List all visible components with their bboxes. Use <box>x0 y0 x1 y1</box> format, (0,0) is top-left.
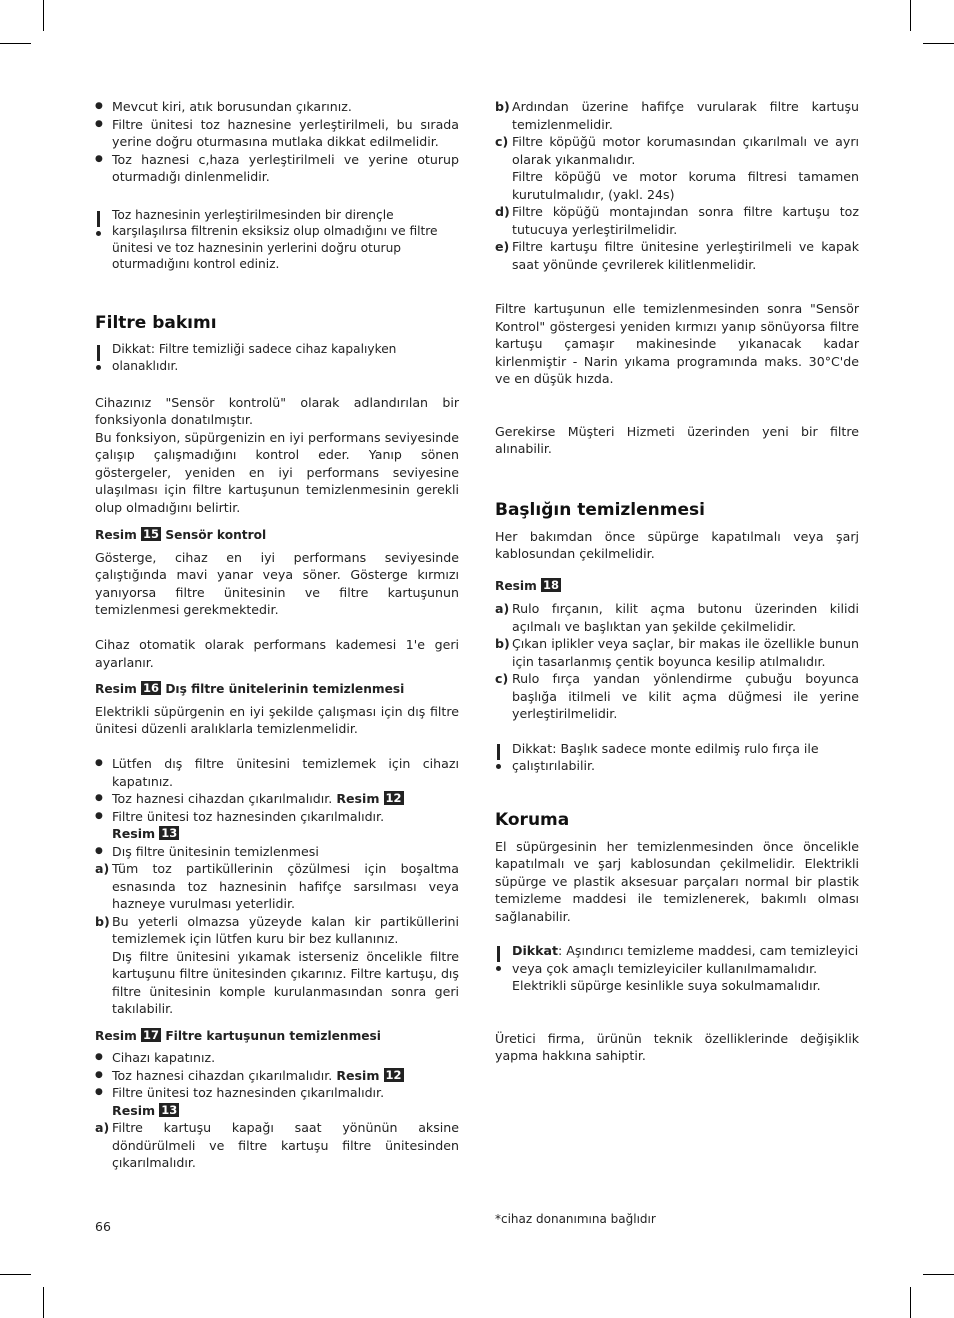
crop-mark <box>0 43 31 44</box>
page-number: 66 <box>95 1219 111 1234</box>
paragraph: Cihaz otomatik olarak performans kademesi 1'e geri ayarlanır. <box>95 637 459 670</box>
list-item: b) Çıkan iplikler veya saçlar, bir makas ile özellikle bunun için tasarlanmış çentik boyunca kesilip atılmalıdır. <box>495 636 859 669</box>
crop-mark <box>43 1287 44 1318</box>
list-item: ● Filtre ünitesi toz haznesinden çıkarılmalıdır. Resim 13 <box>95 808 459 843</box>
figure-heading-16 <box>95 681 459 699</box>
warning-icon <box>95 207 112 273</box>
figure-ref-word: Resim <box>112 826 156 841</box>
figure-ref-number: 12 <box>385 1067 402 1082</box>
list-item: b) Bu yeterli olmazsa yüzeyde kalan kir partiküllerini temizlemek için lütfen kuru bir bez kullanınız. Dış filtre ünitesini yıkamak isterseniz öncelikle filtre kartuşunu filtre ünitesinden çıkarınız. Filtre kartuşu, dış filtre ünitesinin komple kurulanmasından sonra geri takılabilir. <box>95 913 459 1016</box>
figure-ref-word: Resim <box>336 791 380 806</box>
figure-ref-number: 13 <box>161 1102 178 1117</box>
list-item: c) Filtre köpüğü motor korumasından çıkarılmalı ve ayrı olarak yıkanmalıdır. Filtre köpüğü ve motor koruma filtresi tamamen kurutulmalıdır, (yakl. 24s) <box>495 134 859 202</box>
figure-heading-15 <box>95 527 459 545</box>
figure-heading-18 <box>495 578 859 596</box>
figure-ref-number: 12 <box>385 791 402 805</box>
figure-ref-word: Resim <box>112 1102 156 1118</box>
footnote: *cihaz donanımına bağlıdır <box>495 1212 656 1226</box>
list-item: a) Filtre kartuşu kapağı saat yönünün aksine döndürülmeli ve filtre kartuşu filtre ünitesinden çıkarılmalıdır. <box>95 1120 459 1170</box>
list-item: c) Rulo fırça yandan yönlendirme çubuğu boyunca başlığa itilmeli ve kilit açma düğmesi ile yerine yerleştirilmelidir. <box>495 671 859 721</box>
section-title-filtre-bakimi: Filtre bakımı <box>95 312 217 333</box>
section-title-koruma: Koruma <box>495 809 570 830</box>
list-item: a) Tüm toz partiküllerinin çözülmesi için boşaltma esnasında toz haznesinin hafifçe sarsılması veya hazneye vurulması yeterlidir. <box>95 861 459 911</box>
paragraph: Her bakımdan önce süpürge kapatılmalı veya şarj kablosundan çekilmelidir. <box>495 528 859 561</box>
list-item: ● Toz haznesi c,haza yerleştirilmeli ve yerine oturup oturmadığı dinlenmelidir. <box>95 151 459 186</box>
warning-text: Dikkat: Başlık sadece monte edilmiş rulo fırça ile çalıştırılabilir. <box>512 740 819 773</box>
warning-icon <box>495 942 512 995</box>
figure-word: Resim <box>95 1028 137 1043</box>
right-column <box>495 98 859 1065</box>
figure-ref-number: 13 <box>161 826 178 840</box>
crop-mark <box>43 0 44 31</box>
step-list <box>95 860 459 1018</box>
warning-note <box>95 341 459 375</box>
figure-title: Filtre kartuşunun temizlenmesi <box>165 1028 381 1043</box>
list-item: ● Toz haznesi cihazdan çıkarılmalıdır. Resim 12 <box>95 1067 459 1085</box>
paragraph: Cihazınız "Sensör kontrolü" olarak adlandırılan bir fonksiyonla donatılmıştır. <box>95 394 459 427</box>
crop-mark <box>910 0 911 31</box>
paragraph: Bu fonksiyon, süpürgenizin en iyi performans seviyesinde çalışıp çalışmadığını kontrol eder. Yanıp sönen göstergeler, yeniden en iyi performans seviyesine ulaşılması için filtre kartuşunun temizlenmesinin gerekli olup olmadığını belirtir. <box>95 429 459 515</box>
warning-note <box>495 942 859 995</box>
figure-word: Resim <box>495 578 537 593</box>
list-item: d) Filtre köpüğü montajından sonra filtre kartuşu toz tutucuya yerleştirilmelidir. <box>495 204 859 237</box>
list-item: ● Lütfen dış filtre ünitesini temizlemek için cihazı kapatınız. <box>95 755 459 790</box>
list-item: ● Dış filtre ünitesinin temizlenmesi <box>95 843 459 861</box>
crop-mark <box>910 1287 911 1318</box>
bullet-list <box>95 755 459 860</box>
paragraph: Elektrikli süpürgenin en iyi şekilde çalışması için dış filtre ünitesi düzenli aralıklarla temizlenmelidir. <box>95 703 459 736</box>
figure-title: Sensör kontrol <box>165 528 267 542</box>
paragraph: Gerekirse Müşteri Hizmeti üzerinden yeni bir filtre alınabilir. <box>495 423 859 456</box>
paragraph: Üretici firma, ürünün teknik özelliklerinde değişiklik yapma hakkına sahiptir. <box>495 1030 859 1063</box>
list-item: a) Rulo fırçanın, kilit açma butonu üzerinden kilidi açılmalı ve başlıktan yan şekilde çekilmelidir. <box>495 601 859 634</box>
list-item: e) Filtre kartuşu filtre ünitesine yerleştirilmeli ve kapak saat yönünde çevrilerek kilitlenmelidir. <box>495 239 859 272</box>
step-list <box>495 98 859 273</box>
crop-mark <box>923 1274 954 1275</box>
warning-text: Toz haznesinin yerleştirilmesinden bir dirençle karşılaşılırsa filtrenin eksiksiz olup olmadığını ve filtre ünitesi ve toz haznesinin yerlerini doğru oturup oturmadığını kontrol ediniz. <box>112 207 438 271</box>
warning-icon <box>95 341 112 375</box>
figure-ref-word: Resim <box>336 1067 380 1083</box>
bullet-list <box>95 1049 459 1119</box>
warning-icon <box>495 740 512 775</box>
figure-word: Resim <box>95 528 137 542</box>
list-item: ● Cihazı kapatınız. <box>95 1049 459 1067</box>
step-list <box>495 600 859 723</box>
section-title-baslik: Başlığın temizlenmesi <box>495 499 705 520</box>
paragraph: Filtre kartuşunun elle temizlenmesinden sonra "Sensör Kontrol" göstergesi yeniden kırmızı yanıp sönüyorsa filtre kartuşu çamaşır makinesinde yıkanacak kadar kirlenmiştir - Narin yıkama programında maks. 30°C'de ve en düşük hızda. <box>495 301 859 386</box>
warning-text: Dikkat: Aşındırıcı temizleme maddesi, cam temizleyici veya çok amaçlı temizleyiciler kullanılmamalıdır. Elektrikli süpürge kesinlikle suya sokulmamalıdır. <box>512 943 859 993</box>
intro-bullet-list <box>95 98 459 186</box>
figure-number: 17 <box>143 1027 160 1042</box>
step-list <box>95 1119 459 1172</box>
list-item: ● Toz haznesi cihazdan çıkarılmalıdır. Resim 12 <box>95 790 459 808</box>
list-item: ● Mevcut kiri, atık borusundan çıkarınız. <box>95 98 459 116</box>
figure-heading-17 <box>95 1028 459 1046</box>
figure-number: 18 <box>543 577 560 592</box>
crop-mark <box>0 1274 31 1275</box>
list-item: b) Ardından üzerine hafifçe vurularak filtre kartuşu temizlenmelidir. <box>495 99 859 132</box>
list-item: ● Filtre ünitesi toz haznesinden çıkarılmalıdır. Resim 13 <box>95 1084 459 1119</box>
warning-note <box>95 207 459 273</box>
figure-word: Resim <box>95 682 137 696</box>
paragraph: Gösterge, cihaz en iyi performans seviyesinde çalıştığında mavi yanar veya söner. Gösterge kırmızı yanıyorsa filtre ünitesinin ve filtre kartuşunun temizlenmesi gerekmektedir. <box>95 549 459 617</box>
left-column <box>95 98 459 1172</box>
list-item: ● Filtre ünitesi toz haznesine yerleştirilmeli, bu sırada yerine doğru oturmasına mutlaka dikkat edilmelidir. <box>95 116 459 151</box>
crop-mark <box>923 43 954 44</box>
warning-note <box>495 740 859 775</box>
warning-text: Dikkat: Filtre temizliği sadece cihaz kapalıyken olanaklıdır. <box>112 341 397 373</box>
figure-title: Dış filtre ünitelerinin temizlenmesi <box>165 682 405 696</box>
figure-number: 15 <box>143 527 160 541</box>
paragraph: El süpürgesinin her temizlenmesinden önce öncelikle kapatılmalı ve şarj kablosundan çekilmelidir. Elektrikli süpürge ve plastik aksesuar parçaları normal bir plastik temizleme maddesi ile temizlenerek, bakımlı olması sağlanabilir. <box>495 838 859 924</box>
figure-number: 16 <box>143 681 160 695</box>
